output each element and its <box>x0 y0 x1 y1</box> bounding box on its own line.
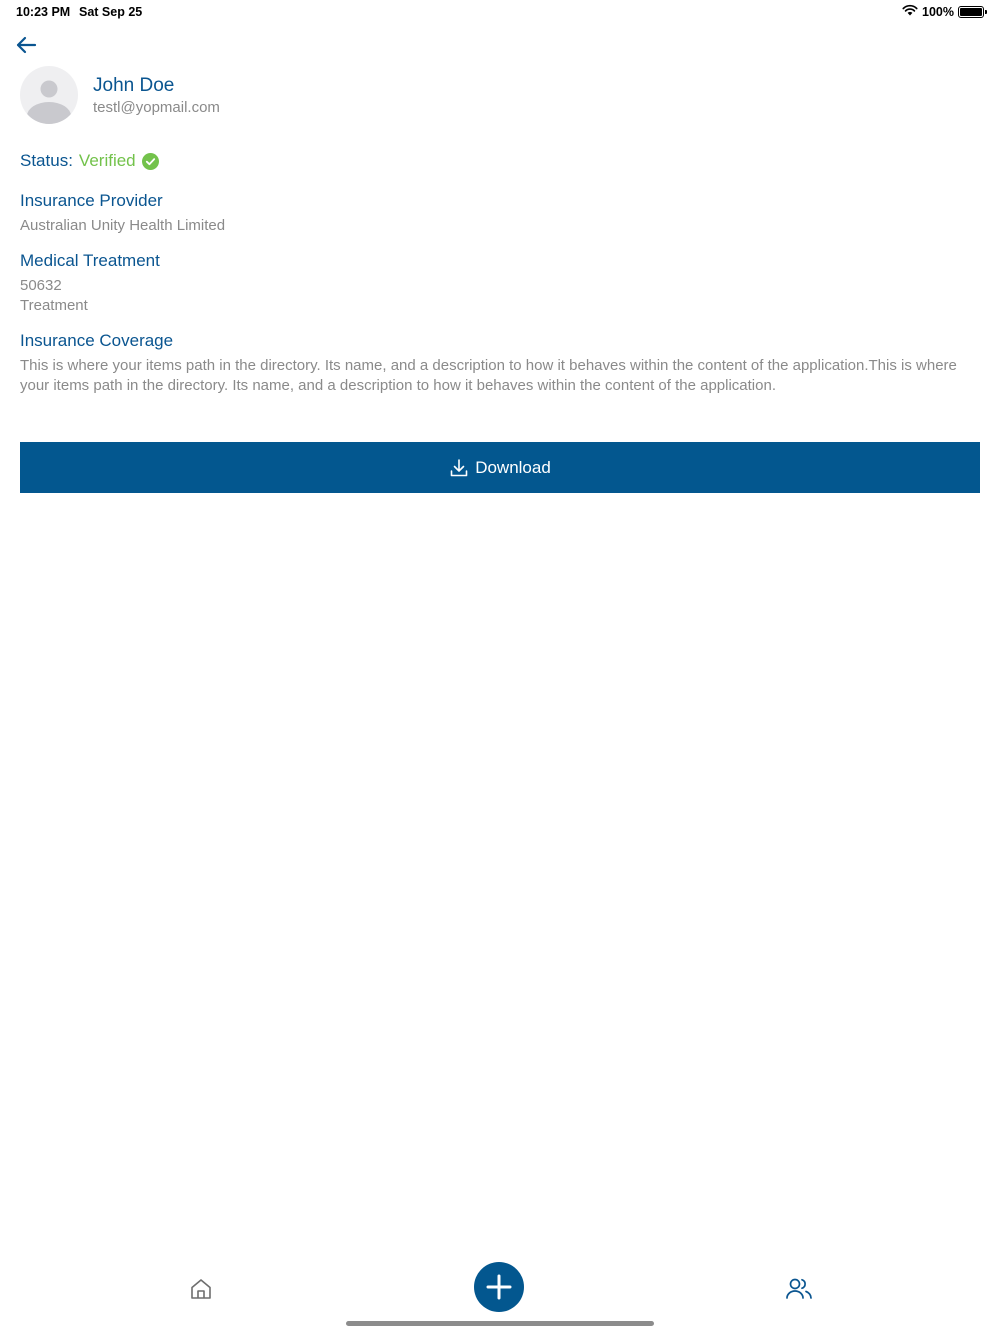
battery-percent: 100% <box>922 4 954 19</box>
status-time: 10:23 PM <box>16 5 71 19</box>
back-button[interactable] <box>12 33 40 57</box>
arrow-left-icon <box>15 36 37 54</box>
insurance-provider-value: Australian Unity Health Limited <box>20 217 226 234</box>
check-circle-icon <box>142 153 159 170</box>
status-bar <box>0 0 1000 26</box>
insurance-provider-title: Insurance Provider <box>20 191 163 210</box>
profile-name: John Doe <box>93 75 175 96</box>
medical-treatment-code: 50632 <box>20 277 62 294</box>
users-icon <box>785 1277 813 1301</box>
insurance-coverage-title: Insurance Coverage <box>20 331 174 350</box>
verification-status <box>20 150 159 172</box>
tab-home[interactable] <box>185 1274 217 1304</box>
status-date: Sat Sep 25 <box>79 5 143 19</box>
home-indicator <box>346 1321 654 1326</box>
download-icon <box>449 458 469 478</box>
plus-icon <box>486 1274 512 1300</box>
status-value: Verified <box>78 151 136 170</box>
add-button[interactable] <box>474 1262 524 1312</box>
avatar <box>20 66 78 124</box>
wifi-icon <box>902 4 918 19</box>
medical-treatment-type: Treatment <box>20 297 88 314</box>
profile-email: testl@yopmail.com <box>93 99 220 116</box>
status-indicators <box>902 4 984 19</box>
status-label: Status: <box>20 151 73 170</box>
tab-users[interactable] <box>783 1274 815 1304</box>
medical-treatment-title: Medical Treatment <box>20 251 160 270</box>
home-icon <box>189 1277 213 1301</box>
download-button[interactable] <box>20 442 980 493</box>
insurance-coverage-description: This is where your items path in the directory. Its name, and a description to how it behaves within the content of the application.This is where your items path in the directory. Its name, and a description to how it behaves within the content of the application. <box>20 357 957 394</box>
download-label: Download <box>475 457 551 477</box>
profile-header <box>20 66 220 124</box>
user-placeholder-icon <box>20 66 78 124</box>
battery-icon <box>958 6 984 18</box>
